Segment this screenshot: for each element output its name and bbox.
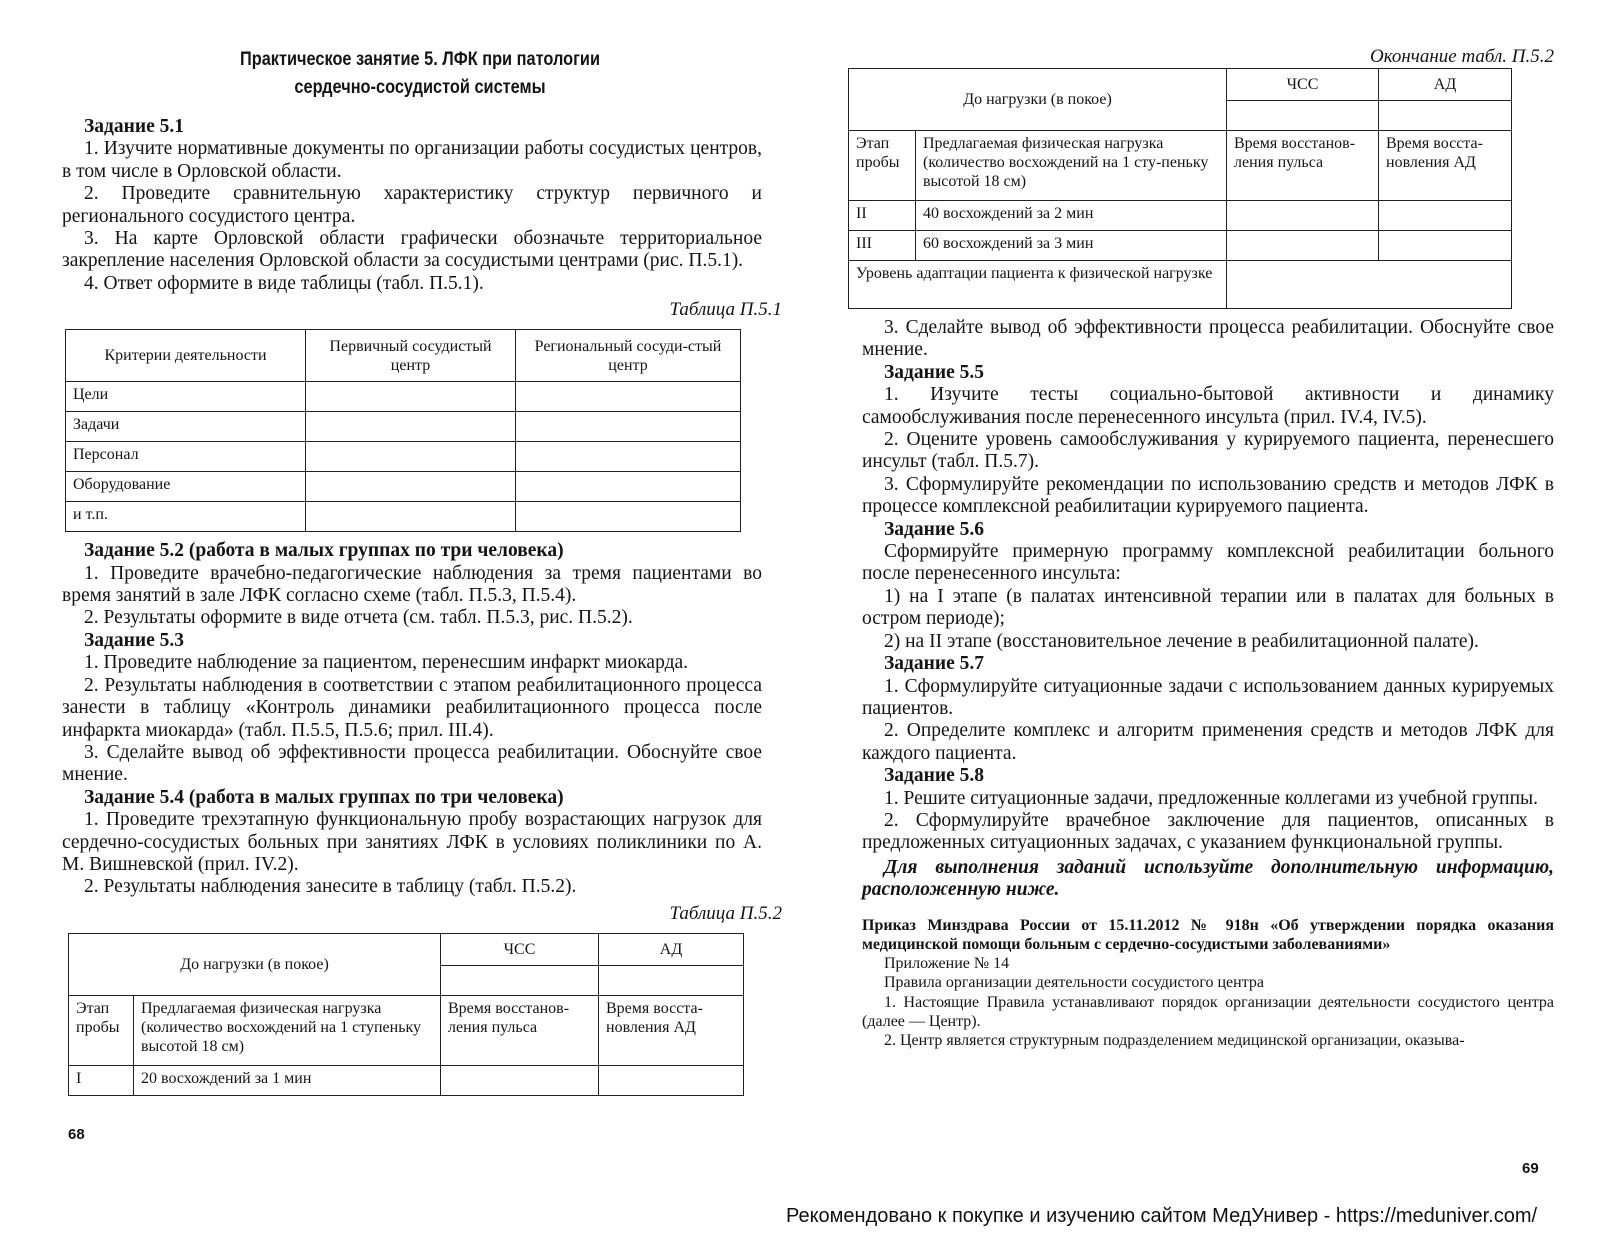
task-5-7 (862, 653, 1554, 765)
instruction-note: Для выполнения заданий используйте дополнительную информацию, расположенную ниже. (862, 856, 1554, 901)
task-5-5 (862, 362, 1554, 519)
table-row (849, 261, 1512, 309)
task-header: Задание 5.7 (884, 653, 985, 675)
empty-cell (599, 965, 744, 995)
empty-cell (306, 412, 516, 442)
order-title: Приказ Минздрава России от 15.11.2012 № 918н «Об утверждении порядка оказания медицинской помощи больным с сердечно-сосудистыми заболеваниями» (862, 916, 1554, 953)
empty-cell (1227, 261, 1512, 309)
empty-cell (441, 965, 599, 995)
table-cell: Персонал (66, 442, 306, 472)
ad-header: АД (1379, 69, 1512, 101)
right-page (856, 46, 1554, 1051)
task-item: 3. Сформулируйте рекомендации по использованию средств и методов ЛФК в процессе комплексной реабилитации курируемого пациента. (862, 473, 1554, 518)
criteria-table (65, 329, 741, 532)
task-item: 4. Ответ оформите в виде таблицы (табл. П.5.1). (84, 272, 484, 294)
stage-number: III (849, 231, 916, 261)
stage-number: I (69, 1065, 134, 1095)
load-header: Предлагаемая физическая нагрузка (количество восхождений на 1 сту-пеньку высотой 18 см) (916, 131, 1227, 201)
table-header-cell: Критерии деятельности (66, 330, 306, 382)
empty-cell (306, 472, 516, 502)
task-item: 2) на II этапе (восстановительное лечение в реабилитационной палате). (884, 630, 1479, 652)
ad-recovery-header: Время восста-новления АД (1379, 131, 1512, 201)
task-item: 1. Проведите врачебно-педагогические наблюдения за тремя пациентами во время занятий в зале ЛФК согласно схеме (табл. П.5.3, П.5.4). (62, 562, 762, 607)
task-item: 1. Изучите нормативные документы по организации работы сосудистых центров, в том числе в Орловской области. (62, 138, 762, 182)
chapter-title-line1: Практическое занятие 5. ЛФК при патологии (239, 49, 601, 70)
table-cell: и т.п. (66, 502, 306, 532)
order-line: 2. Центр является структурным подразделением медицинской организации, оказыва- (884, 1032, 1465, 1050)
rest-header: До нагрузки (в покое) (849, 69, 1227, 131)
task-item: 2. Сформулируйте врачебное заключение для пациентов, описанных в предложенных ситуационных задачах, с указанием функциональной группы. (862, 809, 1554, 854)
table-cell: Задачи (66, 412, 306, 442)
task-5-1 (62, 116, 762, 295)
adaptation-label: Уровень адаптации пациента к физической нагрузке (849, 261, 1227, 309)
empty-cell (1379, 231, 1512, 261)
table-row (849, 231, 1512, 261)
task-header: Задание 5.8 (884, 765, 985, 787)
load-test-table (68, 933, 744, 1096)
table-row (69, 1065, 744, 1095)
page-number-right: 69 (1522, 1160, 1539, 1177)
page-number-left: 68 (68, 1126, 85, 1143)
ad-recovery-header: Время восста-новления АД (599, 995, 744, 1065)
task-5-2 (62, 540, 762, 630)
task-header: Задание 5.5 (884, 361, 985, 383)
task-item: 1. Изучите тесты социально-бытовой активности и динамику самообслуживания после перенесенного инсульта (прил. IV.4, IV.5). (862, 384, 1554, 428)
left-page (62, 116, 782, 1096)
task-item: 1. Сформулируйте ситуационные задачи с использованием данных курируемых пациентов. (862, 675, 1554, 719)
empty-cell (599, 1065, 744, 1095)
table-row (66, 382, 741, 412)
task-item: 3. Сделайте вывод об эффективности процесса реабилитации. Обоснуйте свое мнение. (862, 317, 1554, 361)
task-item: Сформируйте примерную программу комплексной реабилитации больного после перенесенного инсульта: (862, 541, 1554, 585)
chapter-title (179, 46, 661, 102)
load-text: 20 восхождений за 1 мин (134, 1065, 441, 1095)
empty-cell (441, 1065, 599, 1095)
empty-cell (1227, 231, 1379, 261)
pulse-header: Время восстанов-ления пульса (441, 995, 599, 1065)
task-item: 3. На карте Орловской области графически обозначьте территориальное закрепление населения Орловской области за сосудистыми центрами (рис. П.5.1). (62, 228, 762, 272)
table-row (66, 412, 741, 442)
load-header: Предлагаемая физическая нагрузка (количество восхождений на 1 ступеньку высотой 18 см) (134, 995, 441, 1065)
empty-cell (1227, 101, 1379, 131)
chapter-title-line2: сердечно-сосудистой системы (294, 77, 546, 98)
table-continuation-caption: Окончание табл. П.5.2 (1369, 46, 1554, 67)
stage-header: Этап пробы (69, 995, 134, 1065)
stage-number: II (849, 201, 916, 231)
task-header: Задание 5.4 (работа в малых группах по три человека) (84, 786, 564, 808)
empty-cell (516, 502, 741, 532)
footer-watermark: Рекомендовано к покупке и изучению сайтом МедУнивер - https://meduniver.com/ (786, 1205, 1538, 1227)
table-cell: Цели (66, 382, 306, 412)
table-row (849, 201, 1512, 231)
table-row (66, 442, 741, 472)
task-item: 2. Результаты оформите в виде отчета (см. табл. П.5.3, рис. П.5.2). (84, 607, 633, 629)
task-5-3 (62, 630, 762, 787)
rest-header: До нагрузки (в покое) (69, 933, 441, 995)
table-cell: Оборудование (66, 472, 306, 502)
load-text: 60 восхождений за 3 мин (916, 231, 1227, 261)
task-5-8 (862, 765, 1554, 855)
empty-cell (516, 382, 741, 412)
empty-cell (306, 382, 516, 412)
task-5-4 (62, 787, 762, 899)
table-row (66, 502, 741, 532)
empty-cell (1227, 201, 1379, 231)
task-item: 2. Результаты наблюдения занесите в таблицу (табл. П.5.2). (84, 876, 577, 898)
order-line: Приложение № 14 (884, 955, 1010, 973)
empty-cell (306, 502, 516, 532)
task-header: Задание 5.1 (84, 116, 185, 137)
table-header-cell: Первичный сосудистый центр (306, 330, 516, 382)
pulse-header: Время восстанов-ления пульса (1227, 131, 1379, 201)
empty-cell (1379, 101, 1512, 131)
empty-cell (516, 472, 741, 502)
empty-cell (516, 442, 741, 472)
conclusion-block (862, 317, 1554, 362)
task-item: 3. Сделайте вывод об эффективности процесса реабилитации. Обоснуйте свое мнение. (62, 741, 762, 786)
task-header: Задание 5.6 (884, 518, 985, 540)
task-item: 1. Проведите трехэтапную функциональную пробу возрастающих нагрузок для сердечно-сосудистых больных при занятиях ЛФК в условиях поликлиники по А. М. Вишневской (прил. IV.2). (62, 809, 762, 875)
load-text: 40 восхождений за 2 мин (916, 201, 1227, 231)
task-item: 2. Оцените уровень самообслуживания у курируемого пациента, перенесшего инсульт (табл. П.5.7). (862, 429, 1554, 473)
task-item: 1) на I этапе (в палатах интенсивной терапии или в палатах для больных в остром периоде); (862, 585, 1554, 630)
task-item: 2. Результаты наблюдения в соответствии с этапом реабилитационного процесса занести в таблицу «Контроль динамики реабилитационного процесса после инфаркта миокарда» (табл. П.5.5, П.5.6; прил. III.4). (62, 674, 762, 741)
empty-cell (1379, 201, 1512, 231)
table-header-cell: Региональный сосуди-стый центр (516, 330, 741, 382)
task-item: 2. Определите комплекс и алгоритм применения средств и методов ЛФК для каждого пациента. (862, 720, 1554, 764)
hss-header: ЧСС (441, 933, 599, 965)
task-item: 2. Проведите сравнительную характеристику структур первичного и регионального сосудистого центра. (62, 183, 762, 227)
order-line: 1. Настоящие Правила устанавливают порядок организации деятельности сосудистого центра (далее — Центр). (862, 993, 1554, 1031)
hss-header: ЧСС (1227, 69, 1379, 101)
ad-header: АД (599, 933, 744, 965)
task-item: 1. Проведите наблюдение за пациентом, перенесшим инфаркт миокарда. (84, 652, 689, 674)
table-row (66, 472, 741, 502)
stage-header: Этап пробы (849, 131, 916, 201)
task-header: Задание 5.3 (84, 629, 185, 651)
empty-cell (516, 412, 741, 442)
table-caption: Таблица П.5.1 (669, 299, 782, 321)
order-excerpt (862, 916, 1554, 1051)
task-5-6 (862, 519, 1554, 653)
task-header: Задание 5.2 (работа в малых группах по три человека) (84, 540, 564, 562)
order-line: Правила организации деятельности сосудистого центра (884, 974, 1264, 992)
task-item: 1. Решите ситуационные задачи, предложенные коллегами из учебной группы. (884, 787, 1539, 809)
empty-cell (306, 442, 516, 472)
table-caption: Таблица П.5.2 (669, 902, 782, 924)
load-test-table-end (848, 68, 1512, 309)
